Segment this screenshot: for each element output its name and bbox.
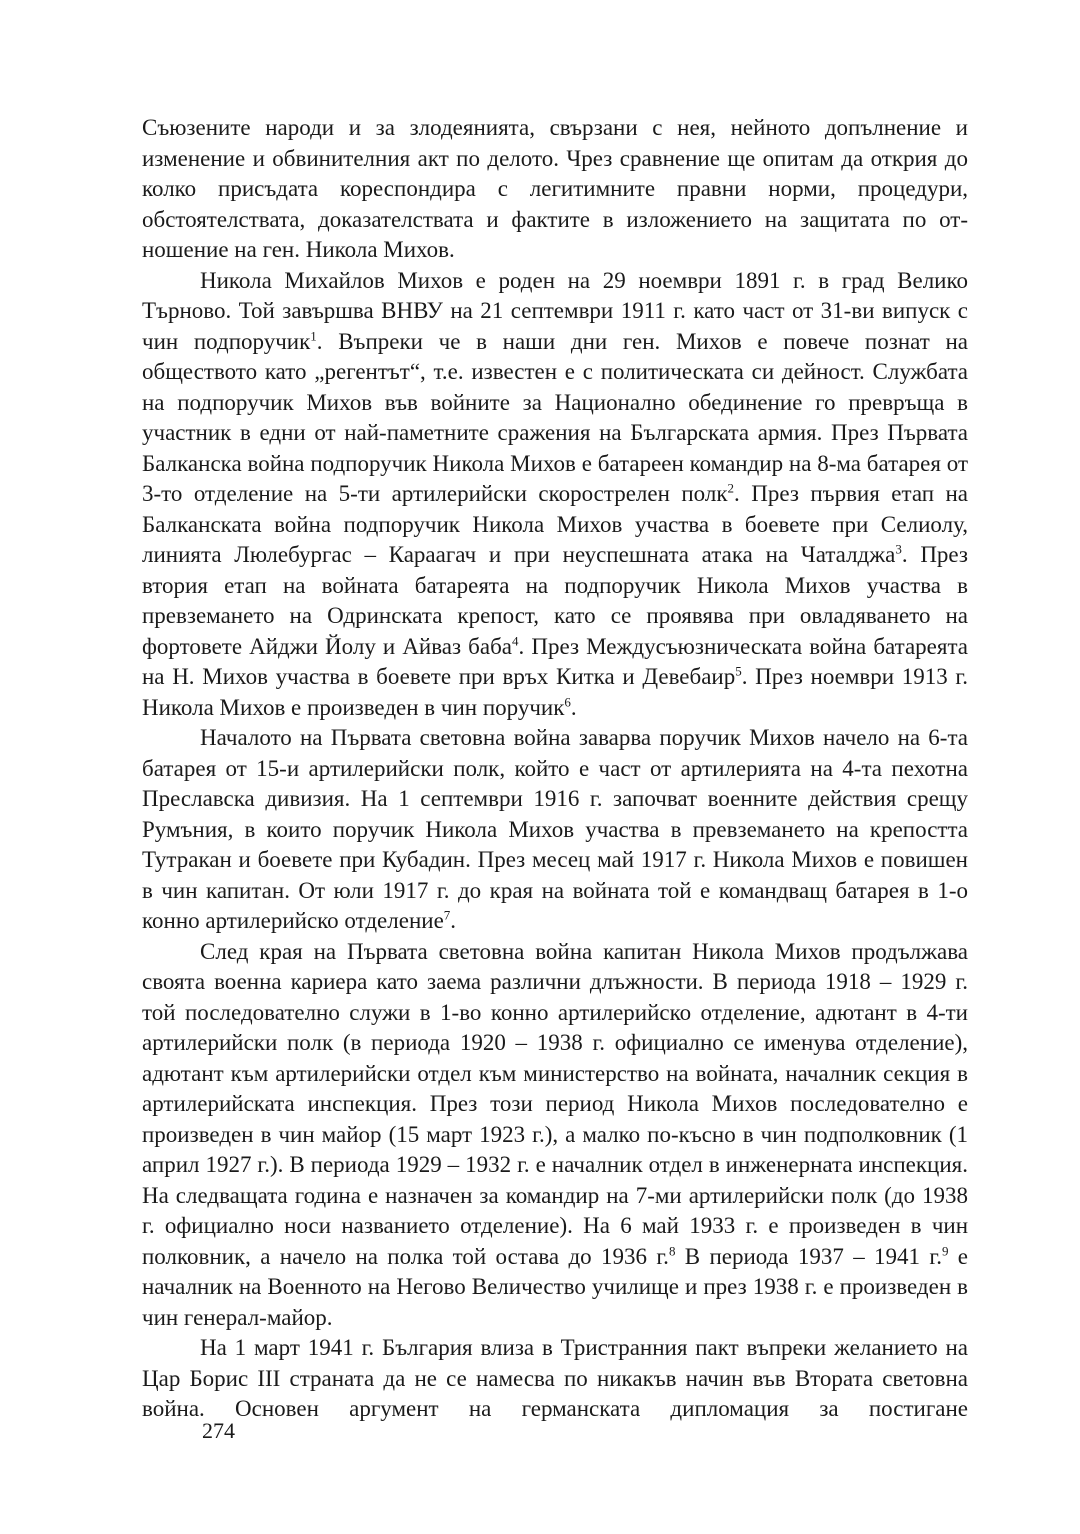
text-run: . — [570, 694, 577, 720]
text-run: На 1 март 1941 г. България влиза в Тристранния пакт въпреки желанието на Цар Борис III страната да не се намесва по никакъв начин във Втората световна война. Основен аргумент на германската дипломация за постигане — [142, 1335, 968, 1421]
text-run: . През ноември 1913 г. Никола Михов е произведен в чин поручик — [142, 664, 968, 720]
footnote-ref: 9 — [941, 1242, 949, 1258]
text-run: Съюзените народи и за злодеянията, свързани с нея, нейното допълнение и изменение и обвинителния акт по делото. Чрез сравнение ще опитам да открия до колко присъдата кореспондира с легитимните правни норми, процедури, обстоятелствата, доказателствата и фактите в изложението на защитата по отношение на ген. Никола Михов. — [142, 115, 968, 262]
paragraph-2 — [142, 266, 968, 724]
text-run: След края на Първата световна война капитан Никола Михов продължава своята военна кариера като заема различни длъжности. В периода 1918 – 1929 г. той последователно служи в 1-во конно артилерийско отделение, адютант в 4-ти артилерийски полк (в периода 1920 – 1938 г. официално се именува отделение), адютант към артилерийски отдел към министерство на войната, началник секция в артилерийската инспекция. През този период Никола Михов последователно е произведен в чин майор (15 март 1923 г.), а малко по-късно в чин подполковник (1 април 1927 г.). В периода 1929 – 1932 г. е началник отдел в инженерната инспекция. На следващата година е назначен за командир на 7-ми артилерийски полк (до 1938 г. официално носи названието отделение). На 6 май 1933 г. е произведен в чин полковник, а начело на полка той остава до 1936 г. — [142, 938, 968, 1269]
footnote-ref: 2 — [727, 480, 735, 496]
paragraph-4 — [142, 937, 968, 1334]
text-run: В периода 1937 – 1941 г. — [675, 1243, 942, 1269]
footnote-ref: 7 — [443, 907, 451, 923]
paragraph-1 — [142, 113, 968, 266]
footnote-ref: 8 — [668, 1242, 676, 1258]
text-run: . През първия етап на Балканската война подпоручик Никола Михов участва в боевете при Селиолу, линията Люлебургас – Караагач и при неуспешната атака на Чаталджа — [142, 481, 969, 567]
footnote-ref: 4 — [512, 632, 519, 648]
text-run: . През втория етап на войната батареята на подпоручик Никола Михов участва в превземането на Одринската крепост, като се проявява при овладяването на фортовете Айджи Йолу и Айваз баба — [142, 542, 969, 659]
text-run: е началник на Военното на Негово Величество училище и през 1938 г. е произведен в чин генерал-майор. — [142, 1243, 968, 1330]
body-text — [142, 113, 968, 1425]
text-run: Никола Михайлов Михов е роден на 29 ноември 1891 г. в град Велико Търново. Той завършва ВНВУ на 21 септември 1911 г. като част от 31-ви випуск с чин подпоручик — [142, 267, 968, 354]
footnote-ref: 5 — [735, 663, 742, 679]
text-run: . Въпреки че в наши дни ген. Михов е повече познат на обществото като „регентът“, т.е. известен е с политическата си дейност. Службата на подпоручик Михов във войните за Национално обединение го превръща в участник в едни от най-паметните сражения на Българската армия. През Първата Балканска война подпоручик Никола Михов е батареен командир на 8-ма батарея от 3-то отделение на 5-ти артилерийски скорострелен полк — [142, 328, 968, 506]
footnote-ref: 6 — [564, 693, 571, 709]
text-run: . През Междусъюзническата война батареята на Н. Михов участва в боевете при връх Китка и Девебаир — [142, 633, 969, 689]
text-run: Началото на Първата световна война заварва поручик Михов начело на 6-та батарея от 15-и артилерийски полк, който е част от артилерията на 4-та пехотна Преславска дивизия. На 1 септември 1916 г. започват военните действия срещу Румъния, в които поручик Никола Михов участва в превземането на крепостта Тутракан и боевете при Кубадин. През месец май 1917 г. Никола Михов е повишен в чин капитан. От юли 1917 г. до края на войната той е командващ батарея в 1-о конно артилерийско отделение — [142, 725, 968, 933]
footnote-ref: 3 — [895, 541, 902, 557]
paragraph-5 — [142, 1333, 968, 1425]
text-run: . — [450, 908, 457, 933]
footnote-ref: 1 — [310, 327, 317, 343]
page-number: 274 — [202, 1418, 235, 1443]
paragraph-3 — [142, 723, 968, 937]
